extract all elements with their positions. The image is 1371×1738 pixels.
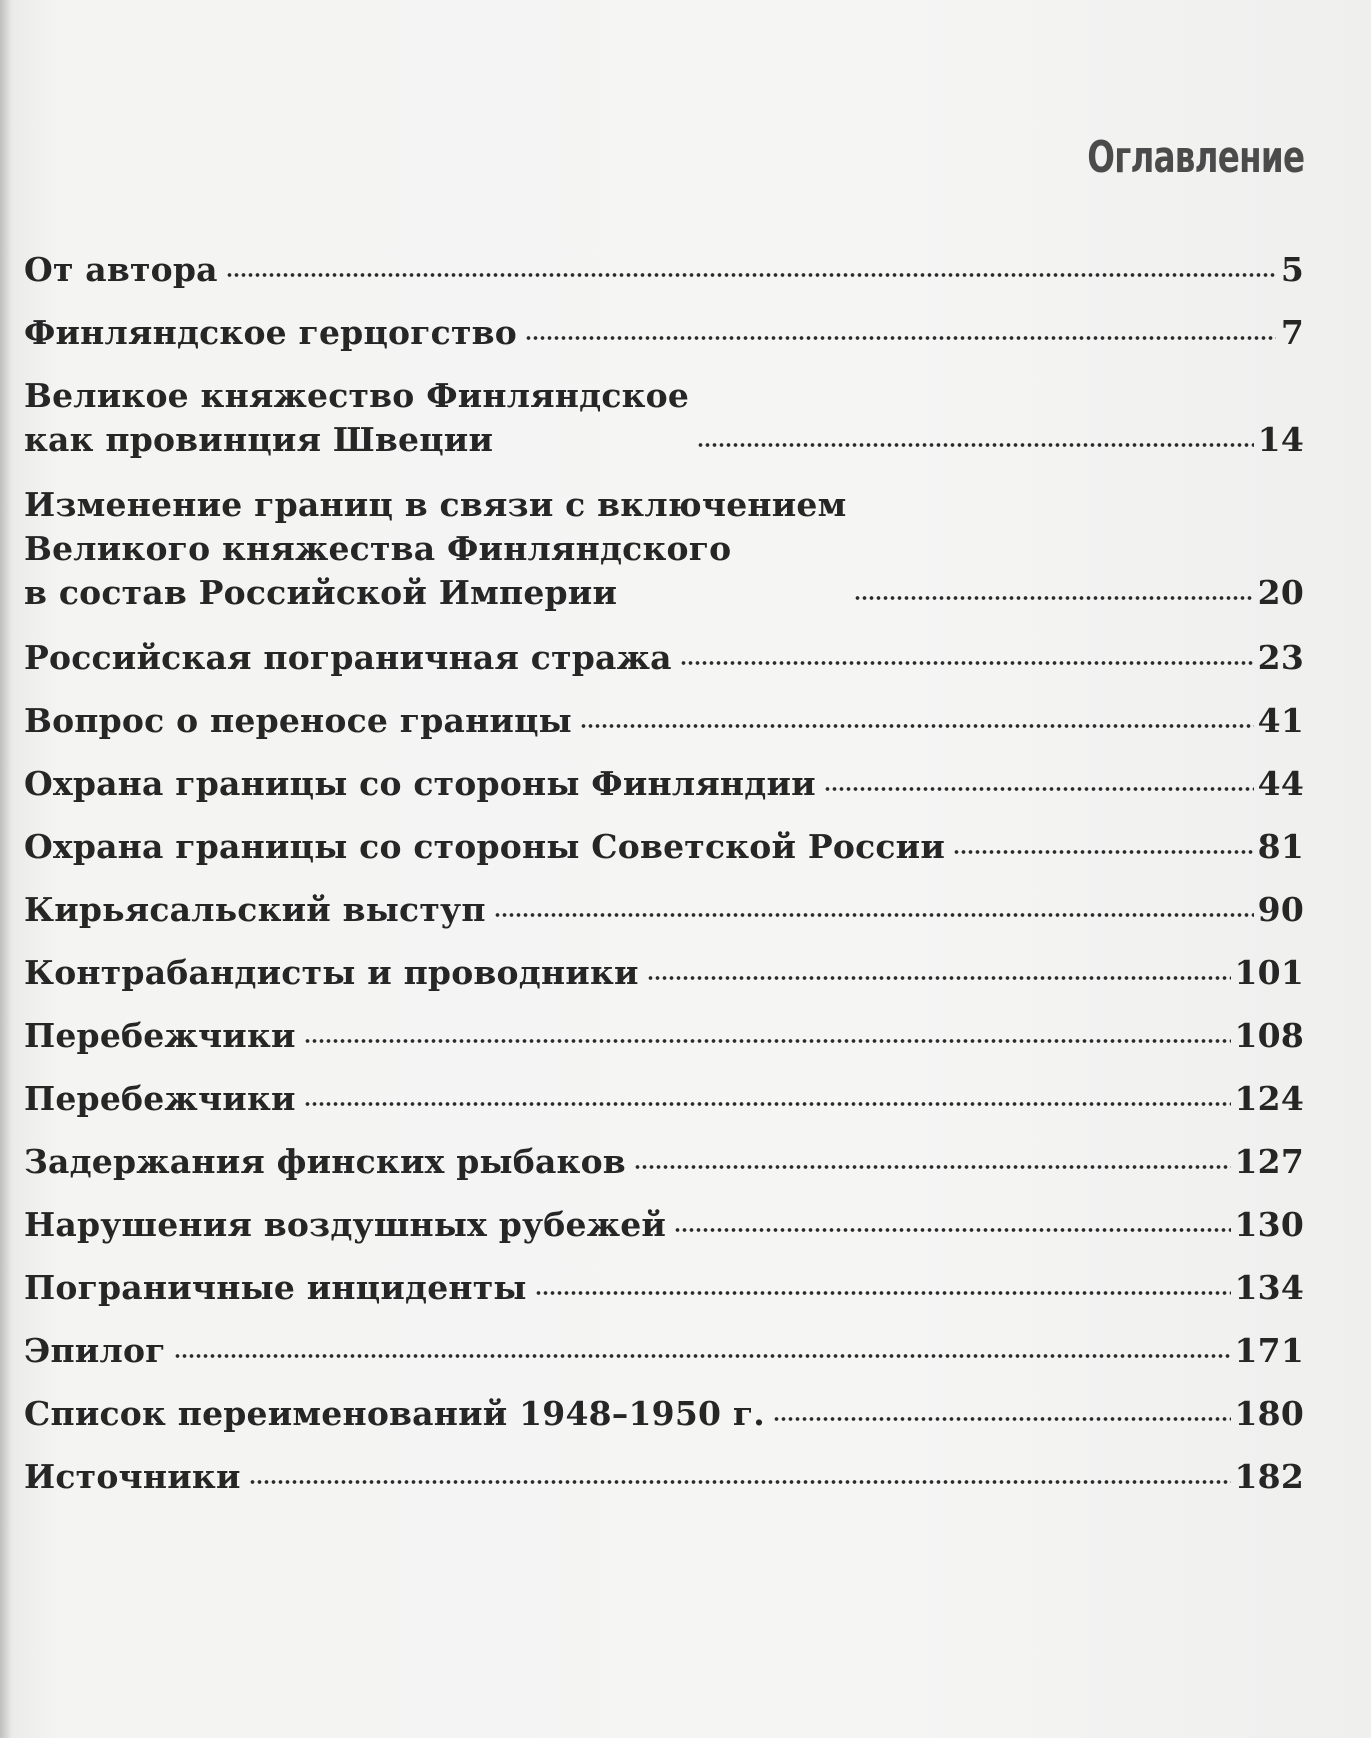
dot-leader bbox=[634, 1161, 1231, 1173]
toc-entry-page: 130 bbox=[1234, 1205, 1304, 1244]
toc-entry-velikoe-knyazhestvo bbox=[24, 374, 1304, 462]
toc-entry-perebezhchiki-1 bbox=[24, 1014, 1304, 1058]
toc-entry-page: 41 bbox=[1257, 701, 1304, 740]
toc-entry-vopros-o-perenose bbox=[24, 699, 1304, 743]
toc-entry-label: Охрана границы со стороны Финляндии bbox=[24, 764, 816, 803]
toc-entry-page: 180 bbox=[1234, 1394, 1304, 1433]
toc-entry-page: 171 bbox=[1234, 1331, 1304, 1370]
toc-entry-pogranichnye-incidenty bbox=[24, 1266, 1304, 1310]
toc-entry-ot-avtora bbox=[24, 248, 1304, 292]
toc-entry-page: 90 bbox=[1257, 890, 1304, 929]
toc-entry-kiryasalskiy-vystup bbox=[24, 888, 1304, 932]
dot-leader bbox=[535, 1287, 1231, 1299]
toc-entry-page: 182 bbox=[1234, 1457, 1304, 1496]
dot-leader bbox=[824, 783, 1254, 795]
dot-leader bbox=[697, 439, 1254, 451]
toc-entry-label: Кирьясальский выступ bbox=[24, 890, 486, 929]
dot-leader bbox=[647, 972, 1231, 984]
dot-leader bbox=[580, 720, 1254, 732]
toc-entry-label: Пограничные инциденты bbox=[24, 1268, 527, 1307]
toc-entry-page: 44 bbox=[1257, 764, 1304, 803]
toc-entry-narusheniya-vozdushnyh bbox=[24, 1203, 1304, 1247]
toc-entry-page: 127 bbox=[1234, 1142, 1304, 1181]
toc-entry-epilog bbox=[24, 1329, 1304, 1373]
toc-entry-label: Российская пограничная стража bbox=[24, 638, 672, 677]
dot-leader bbox=[680, 657, 1254, 669]
toc-entry-ohrana-finlyandii bbox=[24, 762, 1304, 806]
toc-entry-ohrana-sovetskoy-rossii bbox=[24, 825, 1304, 869]
toc-entry-zaderzhaniya-rybakov bbox=[24, 1140, 1304, 1184]
toc-entry-pogranichnaya-strazha bbox=[24, 636, 1304, 680]
dot-leader bbox=[249, 1476, 1231, 1488]
toc-entry-page: 134 bbox=[1234, 1268, 1304, 1307]
toc-entry-label: Нарушения воздушных рубежей bbox=[24, 1205, 667, 1244]
toc-entry-label: Источники bbox=[24, 1457, 241, 1496]
toc-entry-page: 20 bbox=[1257, 573, 1304, 612]
dot-leader bbox=[304, 1098, 1231, 1110]
toc-title: Оглавление bbox=[1086, 132, 1304, 183]
toc-entry-page: 14 bbox=[1257, 420, 1304, 459]
dot-leader bbox=[494, 909, 1254, 921]
toc-entry-label: От автора bbox=[24, 250, 218, 289]
toc-entry-label: Эпилог bbox=[24, 1331, 166, 1370]
toc-entry-label: Контрабандисты и проводники bbox=[24, 953, 639, 992]
toc-entry-label: Перебежчики bbox=[24, 1079, 296, 1118]
toc-entry-page: 81 bbox=[1257, 827, 1304, 866]
toc-entry-label: Перебежчики bbox=[24, 1016, 296, 1055]
toc-entry-page: 7 bbox=[1280, 313, 1304, 352]
toc-entry-label: Охрана границы со стороны Советской России bbox=[24, 827, 946, 866]
toc-entry-page: 5 bbox=[1280, 250, 1304, 289]
toc-entry-finlyandskoe-gercogstvo bbox=[24, 311, 1304, 355]
toc-entry-kontrabandisty bbox=[24, 951, 1304, 995]
toc-entry-perebezhchiki-2 bbox=[24, 1077, 1304, 1121]
toc-entry-label: Великое княжество Финляндское как провинция Швеции bbox=[24, 376, 690, 459]
dot-leader bbox=[304, 1035, 1231, 1047]
dot-leader bbox=[174, 1350, 1231, 1362]
table-of-contents bbox=[24, 248, 1304, 1518]
toc-entry-label: Изменение границ в связи с включением Великого княжества Финляндского в состав Российской Империи bbox=[24, 485, 847, 612]
page-binding-edge bbox=[0, 0, 10, 1738]
dot-leader bbox=[674, 1224, 1230, 1236]
dot-leader bbox=[953, 846, 1254, 858]
toc-entry-label: Задержания финских рыбаков bbox=[24, 1142, 626, 1181]
toc-entry-spisok-pereimenovaniy bbox=[24, 1392, 1304, 1436]
dot-leader bbox=[773, 1413, 1231, 1425]
toc-entry-istochniki bbox=[24, 1455, 1304, 1499]
dot-leader bbox=[525, 332, 1276, 344]
dot-leader bbox=[854, 592, 1253, 604]
toc-entry-page: 23 bbox=[1257, 638, 1304, 677]
toc-entry-page: 108 bbox=[1234, 1016, 1304, 1055]
toc-entry-label: Вопрос о переносе границы bbox=[24, 701, 572, 740]
dot-leader bbox=[226, 269, 1276, 281]
toc-entry-page: 101 bbox=[1234, 953, 1304, 992]
toc-entry-label: Финляндское герцогство bbox=[24, 313, 517, 352]
toc-entry-page: 124 bbox=[1234, 1079, 1304, 1118]
toc-entry-label: Список переименований 1948–1950 г. bbox=[24, 1394, 765, 1433]
toc-entry-izmenenie-granic bbox=[24, 483, 1304, 615]
